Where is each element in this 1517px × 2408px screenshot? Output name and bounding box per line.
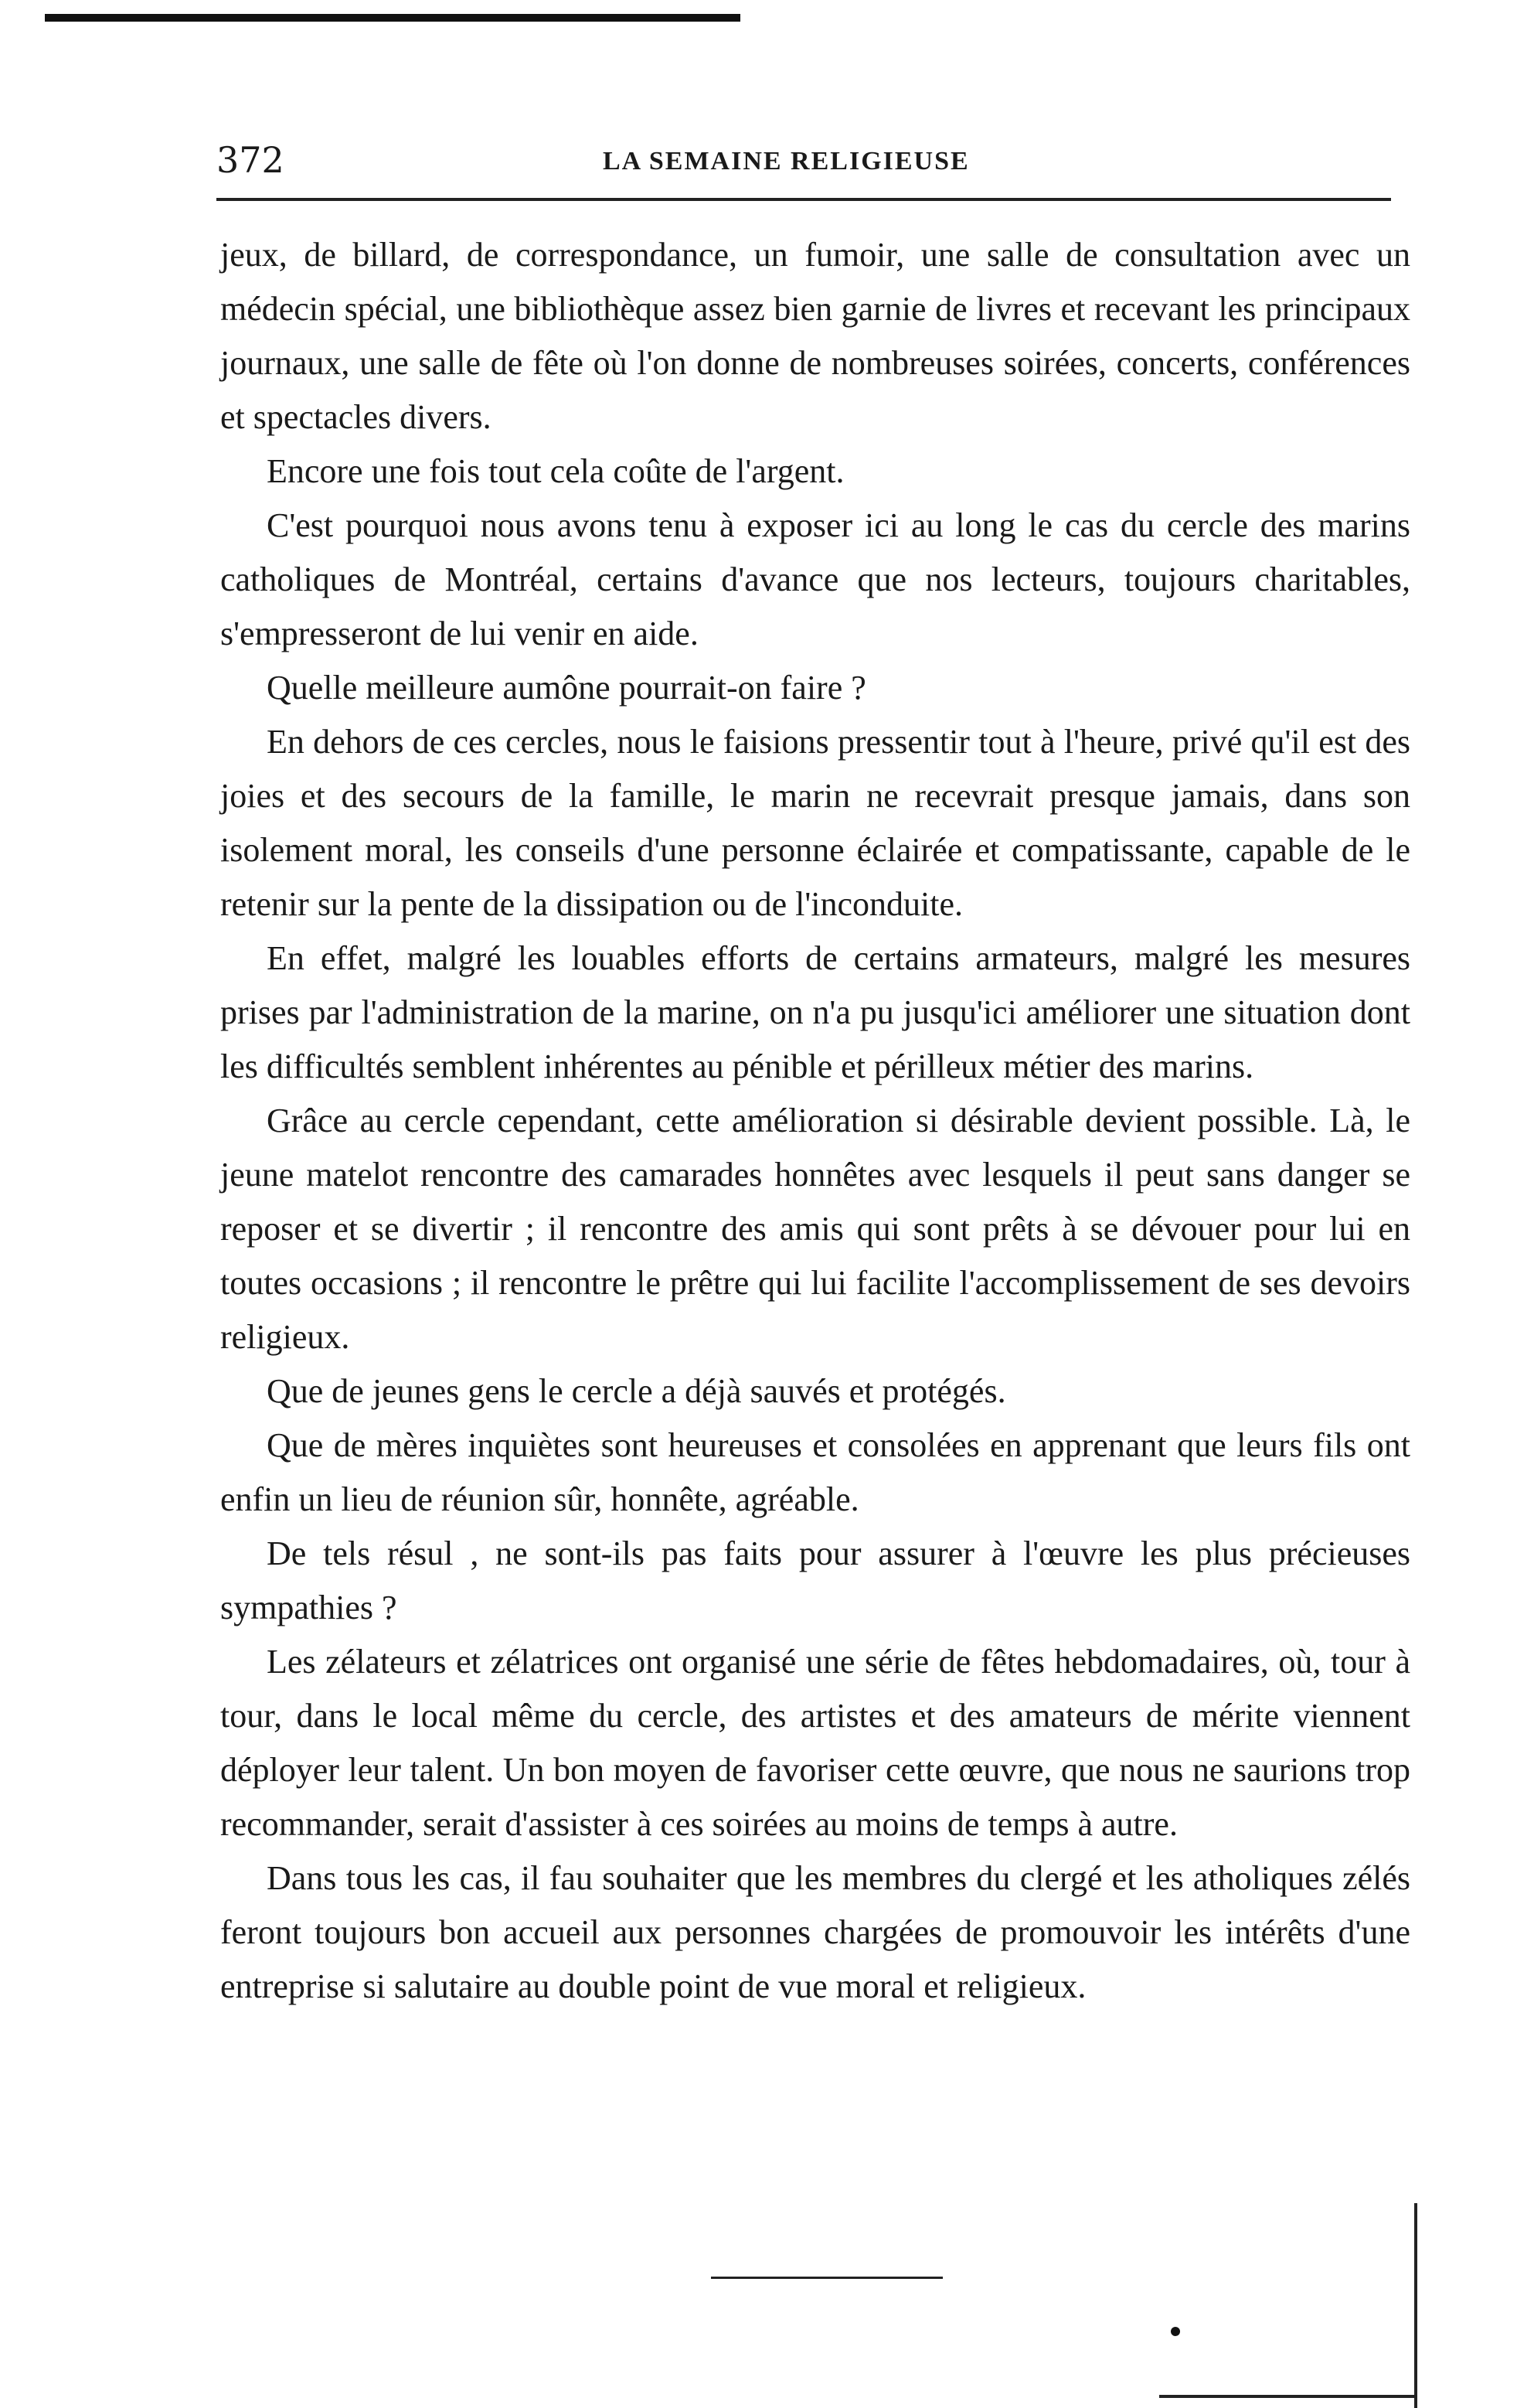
paragraph: En dehors de ces cercles, nous le faisions pressentir tout à l'heure, privé qu'il est des joies et des secours de la famille, le marin ne recevrait presque jamais, dans son isolement moral, les conseils d'une personne éclairée et compatissante, capable de le retenir sur la pente de la dissipation ou de l'inconduite. [220,723,1410,923]
header-rule [216,198,1391,201]
paragraph: Les zélateurs et zélatrices ont organisé une série de fêtes hebdomadaires, où, tour à tour, dans le local même du cercle, des artistes et des amateurs de mérite viennent déployer leur talent. Un bon moyen de favoriser cette œuvre, que nous ne saurions trop recommander, serait d'assister à ces soirées au moins de temps à autre. [220,1643,1410,1843]
paragraph: De tels résul , ne sont-ils pas faits pour assurer à l'œuvre les plus précieuses sympathies ? [220,1534,1410,1626]
body-text [220,228,1410,2014]
paragraph: C'est pourquoi nous avons tenu à exposer ici au long le cas du cercle des marins catholiques de Montréal, certains d'avance que nos lecteurs, toujours charitables, s'empresseront de lui venir en aide. [220,506,1410,652]
paragraph: Que de mères inquiètes sont heureuses et consolées en apprenant que leurs fils ont enfin un lieu de réunion sûr, honnête, agréable. [220,1426,1410,1518]
paragraph: Dans tous les cas, il fau souhaiter que les membres du clergé et les atholiques zélés feront toujours bon accueil aux personnes chargées de promouvoir les intérêts d'une entreprise si salutaire au double point de vue moral et religieux. [220,1859,1410,2005]
paragraph: Encore une fois tout cela coûte de l'argent. [267,452,845,490]
paragraph: Grâce au cercle cependant, cette amélioration si désirable devient possible. Là, le jeune matelot rencontre des camarades honnêtes avec lesquels il peut sans danger se reposer et se divertir ; il rencontre des amis qui sont prêts à se dévouer pour lui en toutes occasions ; il rencontre le prêtre qui lui facilite l'accomplissement de ses devoirs religieux. [220,1102,1410,1356]
end-of-article-rule [711,2277,943,2279]
page-number: 372 [216,139,284,181]
top-border-rule [45,14,740,22]
paragraph: En effet, malgré les louables efforts de certains armateurs, malgré les mesures prises par l'administration de la marine, on n'a pu jusqu'ici améliorer une situation dont les difficultés semblent inhérentes au pénible et périlleux métier des marins. [220,939,1410,1085]
paragraph: Que de jeunes gens le cercle a déjà sauvés et protégés. [267,1372,1006,1410]
running-title: LA SEMAINE RELIGIEUSE [603,147,970,175]
page-edge-right [1414,2203,1417,2408]
page-edge-bottom [1159,2395,1417,2398]
ink-dot [1171,2327,1180,2336]
paragraph: Quelle meilleure aumône pourrait-on faire ? [267,669,866,707]
paragraph: jeux, de billard, de correspondance, un fumoir, une salle de consultation avec un médecin spécial, une bibliothèque assez bien garnie de livres et recevant les principaux journaux, une salle de fête où l'on donne de nombreuses soirées, concerts, conférences et spectacles divers. [220,236,1410,436]
page-header [216,139,1391,193]
